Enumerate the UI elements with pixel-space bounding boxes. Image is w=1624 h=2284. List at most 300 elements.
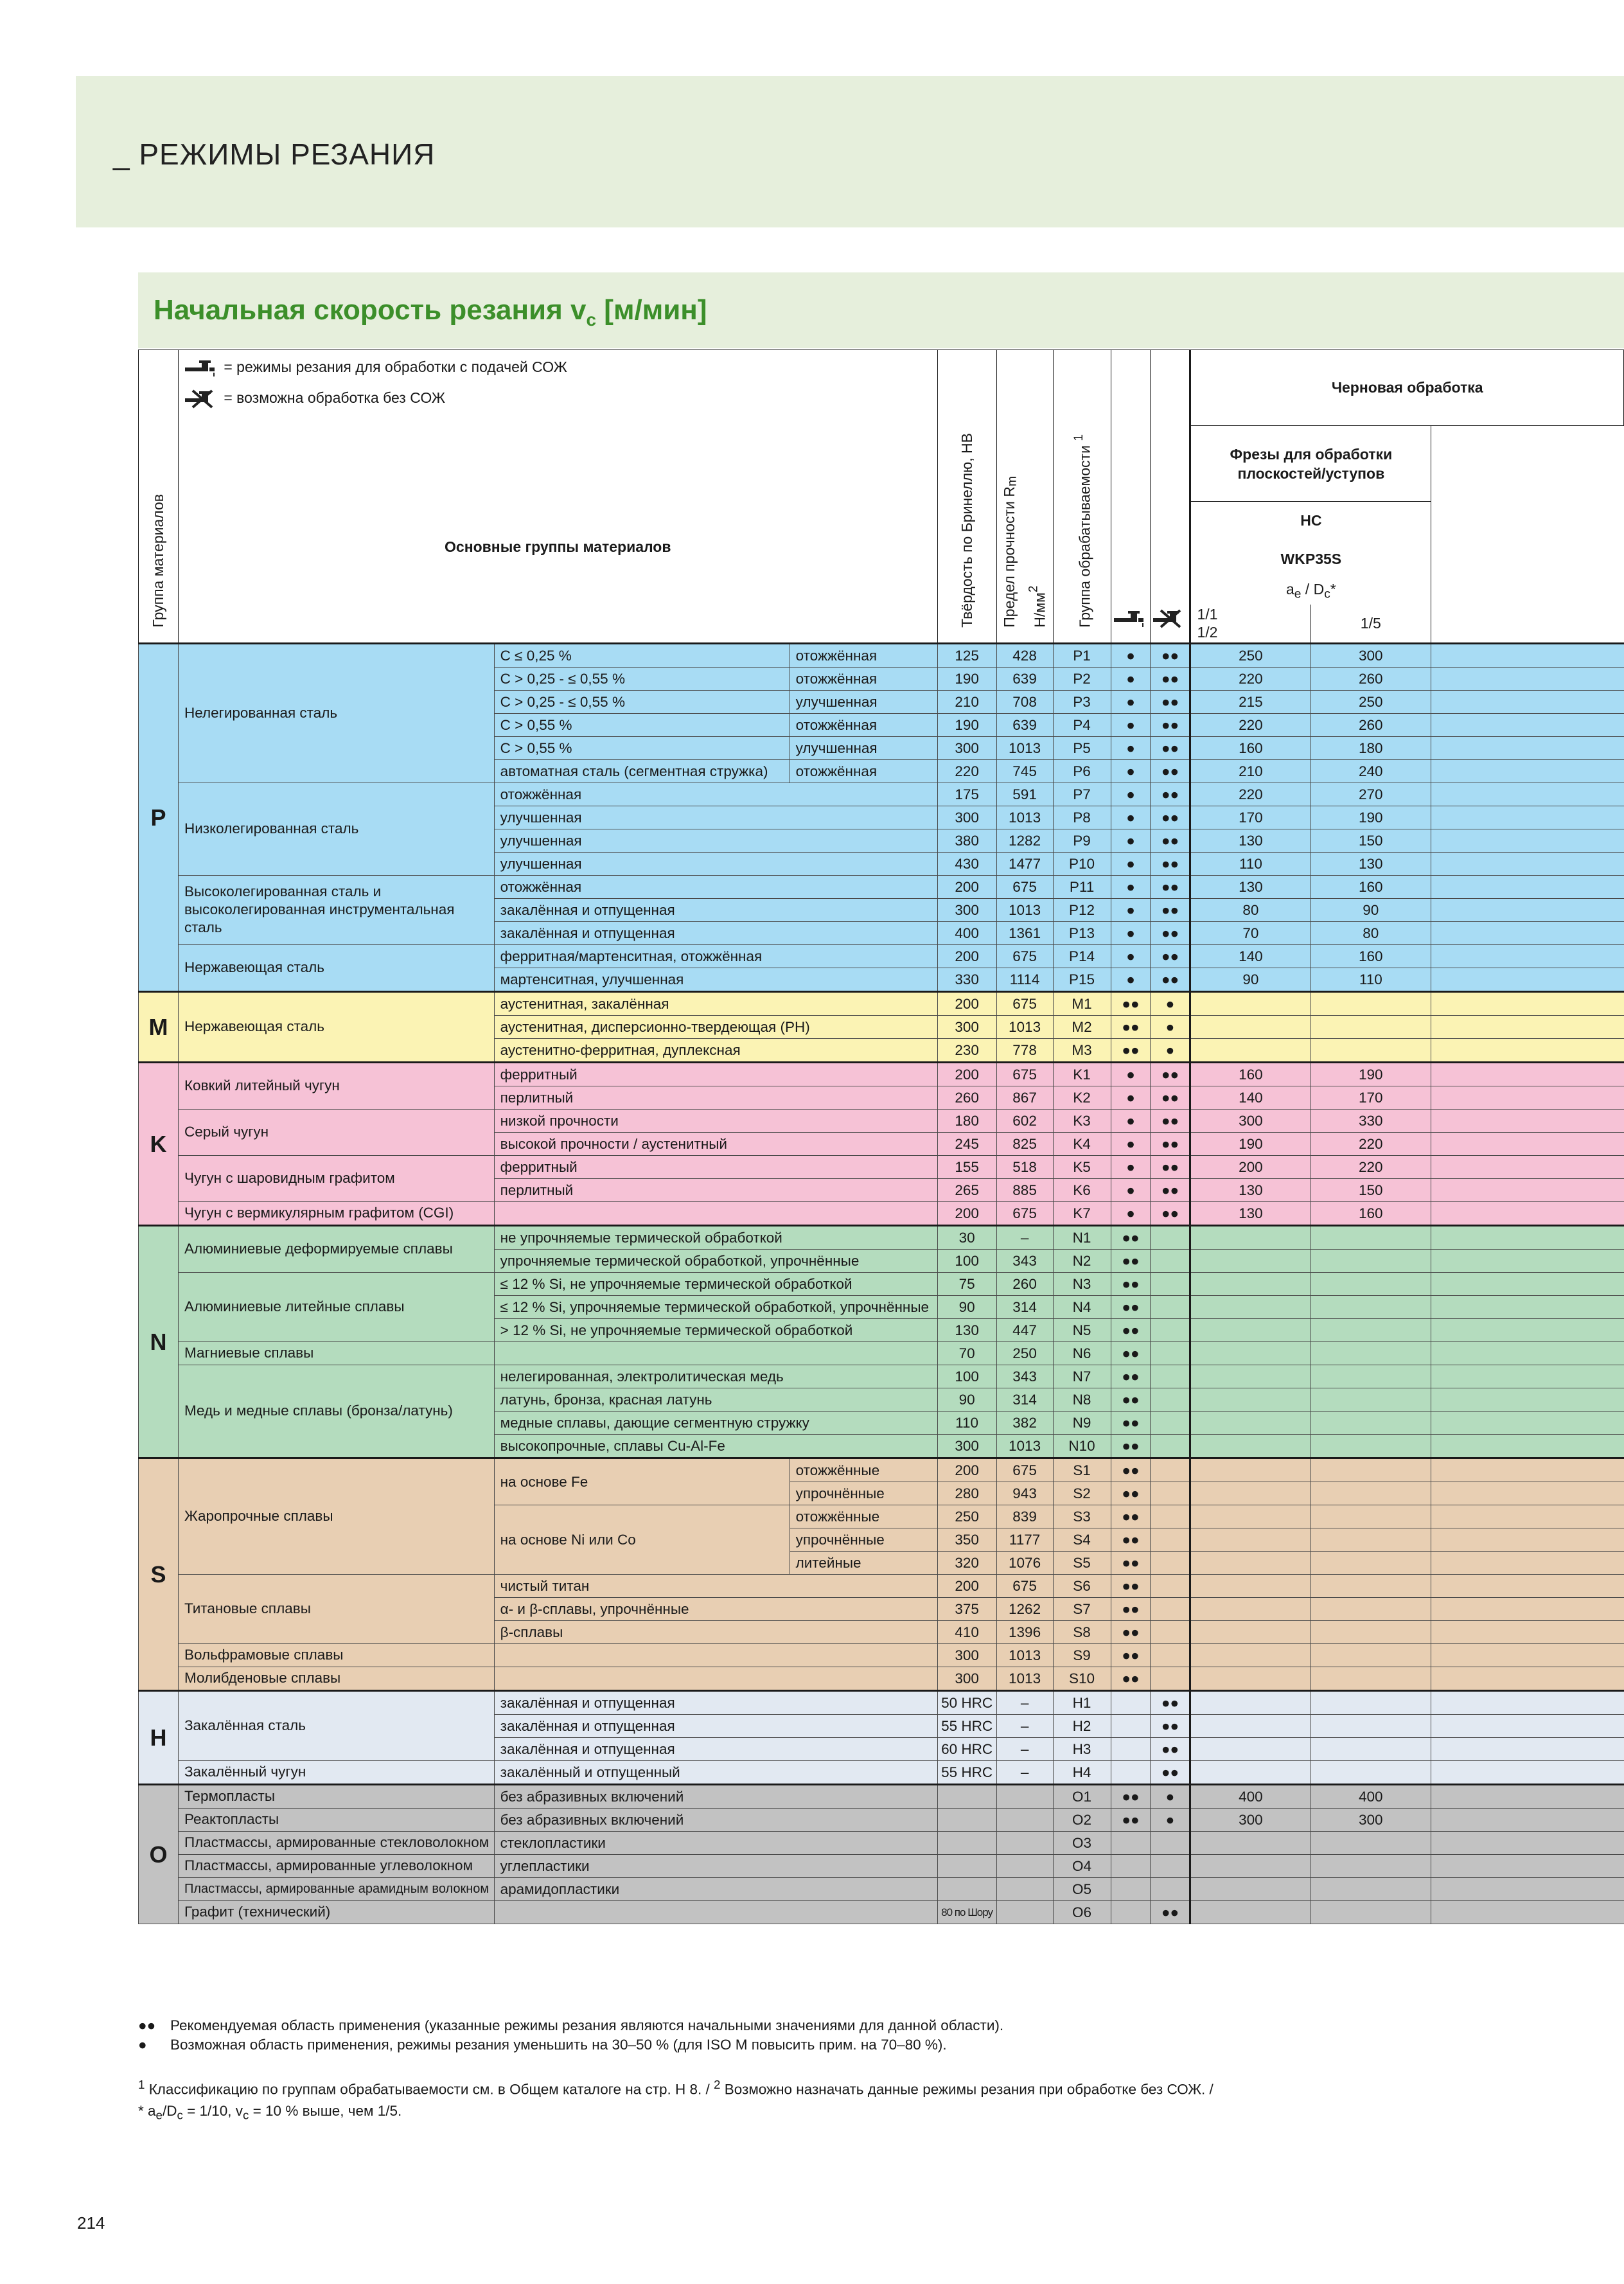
empty-cell	[1431, 759, 1624, 783]
coolant-rating	[1111, 1760, 1151, 1784]
coolant-rating	[1111, 1714, 1151, 1737]
speed-1-5: 300	[1311, 1808, 1431, 1831]
hardness-value: 300	[937, 806, 996, 829]
machinability-group: N6	[1053, 1341, 1111, 1365]
speed-1-5: 260	[1311, 667, 1431, 690]
machinability-group: N1	[1053, 1225, 1111, 1249]
strength-value: 447	[996, 1318, 1053, 1341]
coolant-rating: ●●	[1111, 1597, 1151, 1620]
speed-1-5	[1311, 1015, 1431, 1038]
machinability-group: K7	[1053, 1201, 1111, 1225]
speed-1-1: 160	[1190, 736, 1311, 759]
coolant-rating: ●	[1111, 667, 1151, 690]
empty-cell	[1431, 1877, 1624, 1900]
material-detail: не упрочняемые термической обработкой	[494, 1225, 937, 1249]
material-group: Реактопласты	[178, 1808, 494, 1831]
speed-1-1	[1190, 1015, 1311, 1038]
speed-1-1: 300	[1190, 1808, 1311, 1831]
speed-1-1: 215	[1190, 690, 1311, 713]
dry-cutting-icon	[184, 389, 220, 409]
dry-rating: ●●	[1151, 1900, 1190, 1924]
machinability-group: H4	[1053, 1760, 1111, 1784]
dry-rating	[1151, 1505, 1190, 1528]
dry-rating: ●●	[1151, 1714, 1190, 1737]
coolant-rating: ●	[1111, 1062, 1151, 1086]
speed-1-5	[1311, 1318, 1431, 1341]
dry-rating: ●	[1151, 991, 1190, 1015]
table-row	[139, 1062, 1624, 1086]
table-row	[139, 1667, 1624, 1690]
legend-coolant	[184, 357, 567, 378]
empty-cell	[1431, 1062, 1624, 1086]
empty-cell	[1431, 1086, 1624, 1109]
dry-rating	[1151, 1458, 1190, 1482]
table-row	[139, 783, 1624, 806]
hardness-value: 75	[937, 1272, 996, 1295]
coolant-rating: ●●	[1111, 1411, 1151, 1434]
speed-1-5	[1311, 1877, 1431, 1900]
group-label-S: S	[139, 1458, 179, 1690]
speed-1-1: 70	[1190, 921, 1311, 944]
speed-1-5	[1311, 1038, 1431, 1062]
empty-cell	[1431, 1690, 1624, 1714]
speed-1-1	[1190, 991, 1311, 1015]
machinability-group: S6	[1053, 1574, 1111, 1597]
dry-rating: ●●	[1151, 759, 1190, 783]
strength-value: 1013	[996, 1434, 1053, 1458]
empty-cell	[1431, 1620, 1624, 1643]
cutting-speed-table	[138, 350, 1624, 1924]
machinability-group: S2	[1053, 1482, 1111, 1505]
speed-1-1	[1190, 1854, 1311, 1877]
material-detail: низкой прочности	[494, 1109, 937, 1132]
dry-rating	[1151, 1854, 1190, 1877]
dry-rating: ●●	[1151, 898, 1190, 921]
empty-cell	[1431, 667, 1624, 690]
hardness-value: 190	[937, 713, 996, 736]
coolant-rating: ●	[1111, 852, 1151, 875]
coolant-rating	[1111, 1900, 1151, 1924]
coolant-rating: ●	[1111, 921, 1151, 944]
empty-cell	[1431, 944, 1624, 968]
machinability-group: N8	[1053, 1388, 1111, 1411]
strength-value: 745	[996, 759, 1053, 783]
material-detail: упрочняемые термической обработкой, упрочнённые	[494, 1249, 937, 1272]
material-group: Титановые сплавы	[178, 1574, 494, 1643]
speed-1-5: 80	[1311, 921, 1431, 944]
dry-rating	[1151, 1318, 1190, 1341]
strength-value: 1361	[996, 921, 1053, 944]
strength-value: –	[996, 1760, 1053, 1784]
material-detail: без абразивных включений	[494, 1808, 937, 1831]
table-row	[139, 1341, 1624, 1365]
strength-value: 1396	[996, 1620, 1053, 1643]
empty-cell	[1431, 1038, 1624, 1062]
dry-rating: ●	[1151, 1808, 1190, 1831]
machinability-group: P13	[1053, 921, 1111, 944]
table-row	[139, 944, 1624, 968]
machinability-group: K5	[1053, 1155, 1111, 1178]
dry-rating	[1151, 1249, 1190, 1272]
strength-value: 1013	[996, 806, 1053, 829]
material-detail: ферритный	[494, 1062, 937, 1086]
material-detail: латунь, бронза, красная латунь	[494, 1388, 937, 1411]
possible-note: Возможная область применения, режимы резания уменьшить на 30–50 % (для ISO M повысить прим. на 70–80 %).	[170, 2037, 947, 2053]
ratio-header: $a_e / D_c*$	[1190, 579, 1431, 605]
machinability-group: S5	[1053, 1551, 1111, 1574]
hardness-value: 30	[937, 1225, 996, 1249]
empty-cell	[1431, 1225, 1624, 1249]
empty-cell	[1431, 1528, 1624, 1551]
hardness-value: 50 HRC	[937, 1690, 996, 1714]
speed-1-1: 130	[1190, 1178, 1311, 1201]
material-detail: улучшенная	[494, 829, 937, 852]
strength-value: –	[996, 1690, 1053, 1714]
material-condition: отожжённая	[790, 713, 937, 736]
hardness-value: 380	[937, 829, 996, 852]
material-condition: отожжённые	[790, 1505, 937, 1528]
speed-1-1	[1190, 1877, 1311, 1900]
machinability-group: O1	[1053, 1784, 1111, 1808]
coolant-rating: ●●	[1111, 1667, 1151, 1690]
speed-1-5: 180	[1311, 736, 1431, 759]
speed-1-1	[1190, 1667, 1311, 1690]
speed-1-1: 140	[1190, 1086, 1311, 1109]
hardness-value: 300	[937, 1434, 996, 1458]
hardness-value: 155	[937, 1155, 996, 1178]
hardness-column-header: Твёрдость по Бринеллю, HB	[958, 432, 975, 628]
table-row	[139, 1831, 1624, 1854]
hardness-value: 320	[937, 1551, 996, 1574]
strength-value: 675	[996, 875, 1053, 898]
dry-rating	[1151, 1597, 1190, 1620]
table-row	[139, 1643, 1624, 1667]
speed-1-1: 170	[1190, 806, 1311, 829]
speed-1-5: 250	[1311, 690, 1431, 713]
speed-1-1	[1190, 1411, 1311, 1434]
coolant-rating	[1111, 1690, 1151, 1714]
material-group: Пластмассы, армированные стекловолокном	[178, 1831, 494, 1854]
dry-rating: ●●	[1151, 736, 1190, 759]
machinability-group: H2	[1053, 1714, 1111, 1737]
empty-cell	[1431, 736, 1624, 759]
table-row	[139, 1365, 1624, 1388]
material-detail: перлитный	[494, 1086, 937, 1109]
coolant-tap-icon	[184, 359, 220, 378]
dry-rating: ●●	[1151, 1109, 1190, 1132]
machinability-group: P9	[1053, 829, 1111, 852]
hardness-value: 190	[937, 667, 996, 690]
material-group: Жаропрочные сплавы	[178, 1458, 494, 1574]
empty-cell	[1431, 852, 1624, 875]
material-detail: C > 0,55 %	[494, 736, 790, 759]
dry-rating: ●●	[1151, 1086, 1190, 1109]
material-detail	[494, 1201, 937, 1225]
strength-value: 1262	[996, 1597, 1053, 1620]
empty-cell	[1431, 1597, 1624, 1620]
hardness-value: 55 HRC	[937, 1760, 996, 1784]
material-condition: отожжённая	[790, 643, 937, 667]
material-group: Высоколегированная сталь и высоколегированная инструментальная сталь	[178, 875, 494, 944]
strength-value: 1282	[996, 829, 1053, 852]
empty-cell	[1431, 1341, 1624, 1365]
dry-rating: ●●	[1151, 968, 1190, 991]
coolant-rating: ●	[1111, 806, 1151, 829]
empty-cell	[1431, 1434, 1624, 1458]
dry-rating: ●●	[1151, 875, 1190, 898]
empty-cell	[1431, 1574, 1624, 1597]
machinability-group: N5	[1053, 1318, 1111, 1341]
dry-rating	[1151, 1667, 1190, 1690]
material-condition: литейные	[790, 1551, 937, 1574]
dry-rating	[1151, 1272, 1190, 1295]
speed-1-1: 220	[1190, 667, 1311, 690]
material-group: Пластмассы, армированные углеволокном	[178, 1854, 494, 1877]
strength-value	[996, 1877, 1053, 1900]
empty-cell	[1431, 783, 1624, 806]
material-condition: улучшенная	[790, 690, 937, 713]
footnote-line-1: $^1$ Классификацию по группам обрабатываемости см. в Общем каталоге на стр. H 8. / $^2$ Возможно назначать данные режимы резания при обработке без СОЖ. /	[138, 2078, 1214, 2098]
strength-value: 1076	[996, 1551, 1053, 1574]
machinability-group: S8	[1053, 1620, 1111, 1643]
hardness-value: 300	[937, 1643, 996, 1667]
speed-1-5: 330	[1311, 1109, 1431, 1132]
coolant-rating: ●	[1111, 1201, 1151, 1225]
speed-1-5	[1311, 1831, 1431, 1854]
empty-cell	[1431, 1900, 1624, 1924]
hardness-value: 350	[937, 1528, 996, 1551]
speed-1-1	[1190, 1388, 1311, 1411]
machinability-group: P11	[1053, 875, 1111, 898]
machinability-group: P15	[1053, 968, 1111, 991]
machinability-group: S10	[1053, 1667, 1111, 1690]
speed-1-5: 220	[1311, 1132, 1431, 1155]
material-group: Алюминиевые литейные сплавы	[178, 1272, 494, 1341]
speed-1-1: 250	[1190, 643, 1311, 667]
material-group: Нержавеющая сталь	[178, 991, 494, 1062]
strength-value: 639	[996, 713, 1053, 736]
dry-rating: ●●	[1151, 1737, 1190, 1760]
table-row	[139, 1854, 1624, 1877]
speed-1-5	[1311, 1690, 1431, 1714]
speed-1-5: 190	[1311, 806, 1431, 829]
speed-1-1	[1190, 1831, 1311, 1854]
material-condition: отожжённая	[790, 759, 937, 783]
coolant-rating: ●	[1111, 1132, 1151, 1155]
hardness-value: 175	[937, 783, 996, 806]
empty-cell	[1431, 898, 1624, 921]
hc-header: HC	[1190, 502, 1431, 540]
strength-value: –	[996, 1737, 1053, 1760]
table-row	[139, 991, 1624, 1015]
speed-1-1	[1190, 1365, 1311, 1388]
hardness-value: 200	[937, 1201, 996, 1225]
speed-1-1	[1190, 1272, 1311, 1295]
hardness-value: 220	[937, 759, 996, 783]
strength-value: 428	[996, 643, 1053, 667]
section-title-unit: [м/мин]	[596, 294, 707, 326]
machinability-group: O6	[1053, 1900, 1111, 1924]
speed-1-5: 150	[1311, 1178, 1431, 1201]
coolant-rating: ●	[1111, 783, 1151, 806]
speed-1-5	[1311, 1458, 1431, 1482]
strength-value: 885	[996, 1178, 1053, 1201]
hardness-value: 200	[937, 875, 996, 898]
machinability-group: H1	[1053, 1690, 1111, 1714]
empty-cell	[1431, 1643, 1624, 1667]
material-detail: без абразивных включений	[494, 1784, 937, 1808]
material-group: Нержавеющая сталь	[178, 944, 494, 991]
hardness-value: 90	[937, 1295, 996, 1318]
material-group: Графит (технический)	[178, 1900, 494, 1924]
dry-rating: ●	[1151, 1038, 1190, 1062]
material-detail: высокопрочные, сплавы Cu-Al-Fe	[494, 1434, 937, 1458]
material-group: Магниевые сплавы	[178, 1341, 494, 1365]
material-detail: закалённая и отпущенная	[494, 898, 937, 921]
hardness-value: 250	[937, 1505, 996, 1528]
strength-value: 1114	[996, 968, 1053, 991]
strength-value: 602	[996, 1109, 1053, 1132]
strength-value: 1177	[996, 1528, 1053, 1551]
main-column-header: Основные группы материалов	[445, 538, 671, 555]
machinability-group: P12	[1053, 898, 1111, 921]
table-row	[139, 1225, 1624, 1249]
dry-rating: ●●	[1151, 944, 1190, 968]
dry-rating	[1151, 1831, 1190, 1854]
strength-value: 1477	[996, 852, 1053, 875]
table-row	[139, 1155, 1624, 1178]
speed-1-1: 90	[1190, 968, 1311, 991]
material-detail: автоматная сталь (сегментная стружка)	[494, 759, 790, 783]
speed-1-5: 190	[1311, 1062, 1431, 1086]
speed-1-1: 160	[1190, 1062, 1311, 1086]
legend-dry-text: = возможна обработка без СОЖ	[224, 389, 445, 406]
speed-1-1	[1190, 1643, 1311, 1667]
empty-cell	[1431, 1249, 1624, 1272]
coolant-rating: ●	[1111, 736, 1151, 759]
empty-cell	[1431, 1831, 1624, 1854]
empty-cell	[1431, 643, 1624, 667]
material-detail: улучшенная	[494, 806, 937, 829]
empty-cell	[1431, 1505, 1624, 1528]
coolant-rating: ●●	[1111, 991, 1151, 1015]
strength-value: 382	[996, 1411, 1053, 1434]
dry-rating	[1151, 1643, 1190, 1667]
machinability-group: P7	[1053, 783, 1111, 806]
coolant-rating: ●●	[1111, 1551, 1151, 1574]
strength-value: 675	[996, 1201, 1053, 1225]
hardness-value: 200	[937, 1574, 996, 1597]
coolant-rating: ●●	[1111, 1784, 1151, 1808]
group-column-header: Группа материалов	[149, 494, 166, 628]
empty-cell	[1431, 968, 1624, 991]
machinability-group: P4	[1053, 713, 1111, 736]
speed-1-5	[1311, 1411, 1431, 1434]
material-detail: ферритный	[494, 1155, 937, 1178]
strength-value: 1013	[996, 898, 1053, 921]
dry-rating: ●●	[1151, 1062, 1190, 1086]
hardness-value: 200	[937, 944, 996, 968]
material-condition: упрочнённые	[790, 1528, 937, 1551]
strength-value	[996, 1900, 1053, 1924]
coolant-rating	[1111, 1737, 1151, 1760]
dry-rating	[1151, 1551, 1190, 1574]
hardness-value: 430	[937, 852, 996, 875]
strength-value: 518	[996, 1155, 1053, 1178]
empty-cell	[1431, 1388, 1624, 1411]
material-detail: на основе Ni или Co	[494, 1505, 790, 1574]
speed-1-1: 130	[1190, 829, 1311, 852]
speed-1-5: 90	[1311, 898, 1431, 921]
table-row	[139, 1574, 1624, 1597]
speed-1-5	[1311, 1643, 1431, 1667]
speed-1-1: 80	[1190, 898, 1311, 921]
coolant-rating: ●●	[1111, 1272, 1151, 1295]
machinability-group: M1	[1053, 991, 1111, 1015]
speed-1-1	[1190, 1551, 1311, 1574]
hardness-value: 265	[937, 1178, 996, 1201]
hardness-value: 80 по Шору	[937, 1900, 996, 1924]
material-group: Молибденовые сплавы	[178, 1667, 494, 1690]
hardness-value: 100	[937, 1249, 996, 1272]
material-detail	[494, 1667, 937, 1690]
material-condition: улучшенная	[790, 736, 937, 759]
hardness-value: 230	[937, 1038, 996, 1062]
dry-rating: ●●	[1151, 829, 1190, 852]
speed-1-1	[1190, 1038, 1311, 1062]
section-title-sub: c	[586, 309, 597, 330]
machinability-group: O5	[1053, 1877, 1111, 1900]
coolant-rating: ●●	[1111, 1528, 1151, 1551]
dry-rating: ●●	[1151, 921, 1190, 944]
speed-1-5	[1311, 991, 1431, 1015]
dry-rating: ●●	[1151, 1155, 1190, 1178]
material-detail: отожжённая	[494, 875, 937, 898]
ratio-col-1: 1/1 1/2	[1190, 605, 1311, 643]
speed-1-1: 220	[1190, 783, 1311, 806]
hardness-value: 410	[937, 1620, 996, 1643]
dry-rating	[1151, 1365, 1190, 1388]
table-row	[139, 875, 1624, 898]
speed-1-5	[1311, 1365, 1431, 1388]
machinability-group: S3	[1053, 1505, 1111, 1528]
coolant-rating: ●●	[1111, 1225, 1151, 1249]
dry-rating: ●●	[1151, 713, 1190, 736]
dry-rating	[1151, 1341, 1190, 1365]
coolant-rating: ●●	[1111, 1505, 1151, 1528]
speed-1-5	[1311, 1667, 1431, 1690]
hardness-value	[937, 1877, 996, 1900]
roughing-header: Черновая обработка	[1190, 350, 1624, 426]
speed-1-1	[1190, 1249, 1311, 1272]
coolant-rating: ●●	[1111, 1365, 1151, 1388]
table-row	[139, 1784, 1624, 1808]
material-detail: улучшенная	[494, 852, 937, 875]
material-group: Термопласты	[178, 1784, 494, 1808]
speed-1-1	[1190, 1597, 1311, 1620]
group-label-N: N	[139, 1225, 179, 1458]
coolant-rating: ●●	[1111, 1318, 1151, 1341]
machinability-group: K1	[1053, 1062, 1111, 1086]
machinability-column-header: Группа обрабатываемости $^1$	[1072, 434, 1093, 628]
hardness-value: 70	[937, 1341, 996, 1365]
recommended-symbol: ●●	[138, 2017, 156, 2033]
dry-rating	[1151, 1620, 1190, 1643]
machinability-group: N3	[1053, 1272, 1111, 1295]
strength-value: 591	[996, 783, 1053, 806]
strength-value: 343	[996, 1249, 1053, 1272]
machinability-group: N4	[1053, 1295, 1111, 1318]
